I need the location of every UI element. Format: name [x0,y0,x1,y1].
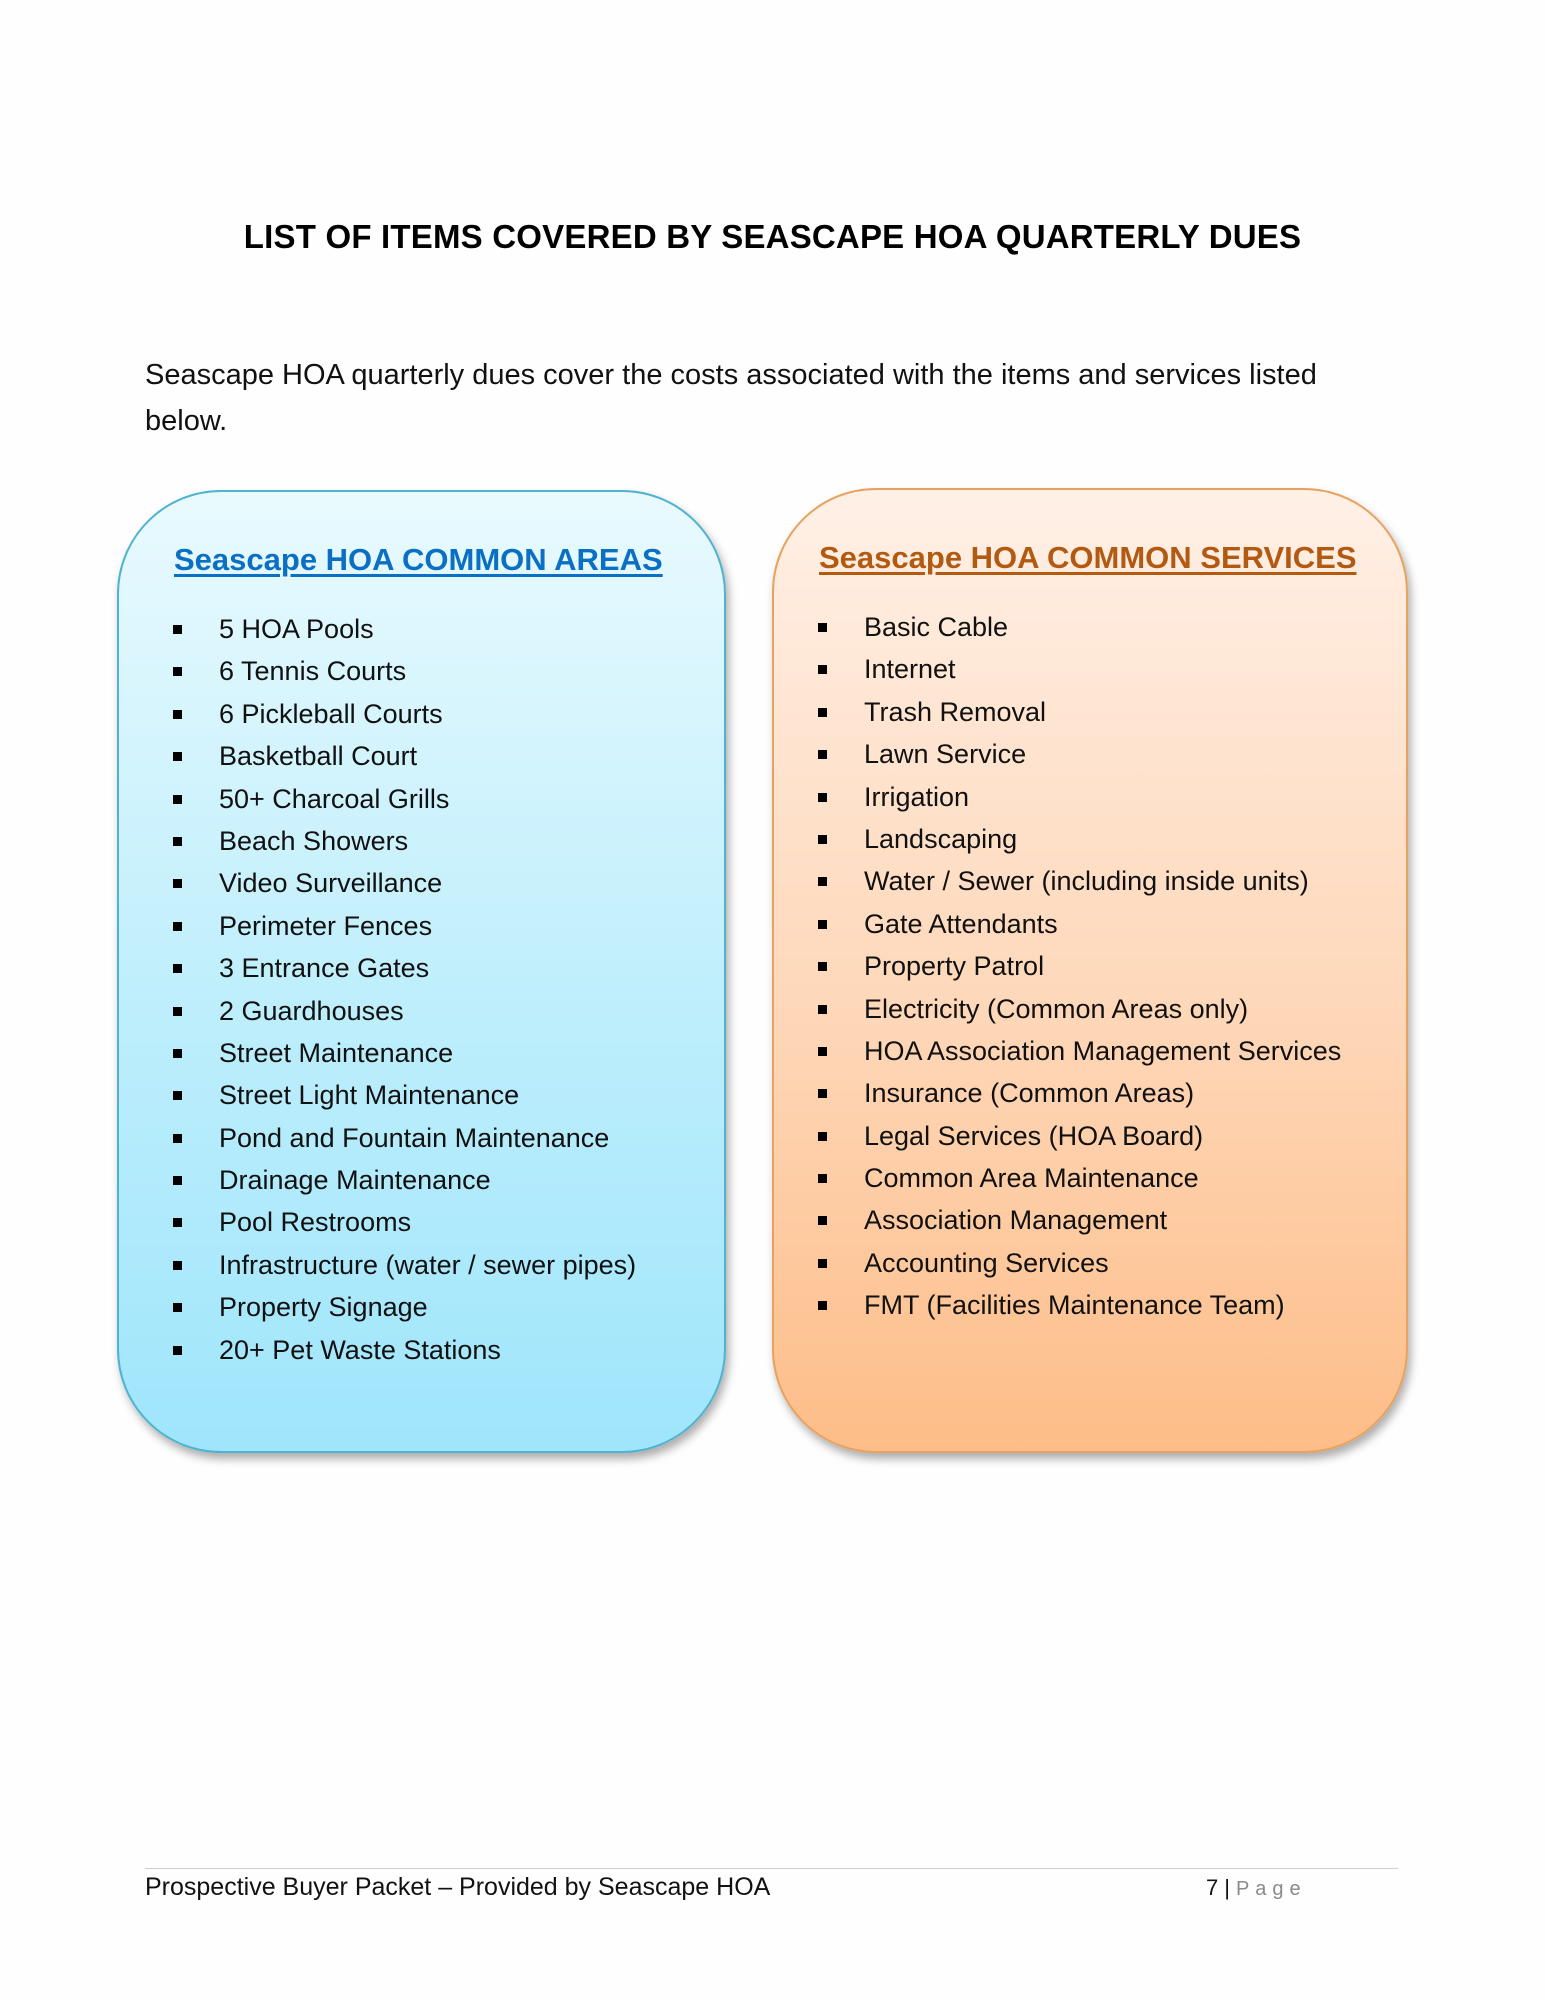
list-item-label: Trash Removal [864,696,1047,727]
common-services-card [772,488,1408,1453]
list-item [818,1242,1341,1284]
square-bullet-icon [173,879,182,888]
list-item-label: Water / Sewer (including inside units) [864,866,1309,897]
list-item [173,1032,636,1074]
square-bullet-icon [818,1047,827,1056]
list-item [818,1157,1341,1199]
list-item [818,818,1341,860]
square-bullet-icon [173,1218,182,1227]
list-item-label: Infrastructure (water / sewer pipes) [219,1249,637,1280]
square-bullet-icon [173,1176,182,1185]
square-bullet-icon [173,752,182,761]
list-item [173,778,636,820]
square-bullet-icon [818,835,827,844]
common-services-list [818,606,1341,1327]
list-item-label: Street Light Maintenance [219,1080,520,1111]
list-item-label: Common Area Maintenance [864,1163,1199,1194]
page-title: LIST OF ITEMS COVERED BY SEASCAPE HOA QUARTERLY DUES [243,218,1302,255]
square-bullet-icon [818,1301,827,1310]
list-item [818,903,1341,945]
list-item [173,1117,636,1159]
square-bullet-icon [818,1005,827,1014]
list-item-label: Street Maintenance [219,1037,454,1068]
list-item [173,947,636,989]
list-item-label: 20+ Pet Waste Stations [219,1334,501,1365]
list-item [818,1199,1341,1241]
list-item [173,1244,636,1286]
common-areas-heading: Seascape HOA COMMON AREAS [174,542,663,577]
square-bullet-icon [173,837,182,846]
list-item-label: Internet [864,654,956,685]
square-bullet-icon [173,1261,182,1270]
square-bullet-icon [818,623,827,632]
list-item [173,1286,636,1328]
page-label: Page [1235,1878,1307,1900]
list-item-label: Pond and Fountain Maintenance [219,1122,610,1153]
square-bullet-icon [173,1346,182,1355]
list-item [173,608,636,650]
list-item [818,1030,1341,1072]
list-item-label: Electricity (Common Areas only) [864,993,1249,1024]
list-item-label: 6 Pickleball Courts [219,698,443,729]
list-item [173,693,636,735]
list-item [173,820,636,862]
square-bullet-icon [173,1007,182,1016]
list-item-label: Property Signage [219,1292,428,1323]
list-item [818,691,1341,733]
list-item [818,776,1341,818]
list-item-label: 50+ Charcoal Grills [219,783,450,814]
list-item-label: 2 Guardhouses [219,995,404,1026]
list-item-label: Basketball Court [219,741,418,772]
square-bullet-icon [173,710,182,719]
list-item [173,990,636,1032]
list-item [818,860,1341,902]
list-item [818,1284,1341,1326]
common-areas-list [173,608,636,1371]
list-item-label: Accounting Services [864,1247,1109,1278]
list-item-label: Gate Attendants [864,908,1058,939]
square-bullet-icon [818,1259,827,1268]
square-bullet-icon [818,1216,827,1225]
square-bullet-icon [818,920,827,929]
list-item [818,1115,1341,1157]
list-item-label: 5 HOA Pools [219,614,374,644]
footer-divider [145,1868,1398,1869]
page-number-separator: | [1224,1875,1230,1900]
list-item-label: Perimeter Fences [219,910,433,941]
list-item-label: 3 Entrance Gates [219,953,430,984]
square-bullet-icon [818,962,827,971]
list-item [173,1329,636,1371]
square-bullet-icon [818,877,827,886]
square-bullet-icon [818,1089,827,1098]
list-item-label: Lawn Service [864,739,1027,770]
list-item [173,650,636,692]
list-item-label: HOA Association Management Services [864,1035,1342,1066]
common-areas-card [117,490,726,1453]
list-item [173,1074,636,1116]
list-item [173,862,636,904]
list-item [818,606,1341,648]
square-bullet-icon [173,1091,182,1100]
list-item-label: Beach Showers [219,825,409,856]
list-item-label: Drainage Maintenance [219,1165,491,1196]
list-item [173,1201,636,1243]
list-item-label: Video Surveillance [219,868,443,899]
square-bullet-icon [173,1303,182,1312]
list-item [818,733,1341,775]
square-bullet-icon [173,795,182,804]
square-bullet-icon [173,625,182,634]
list-item [818,1072,1341,1114]
square-bullet-icon [173,667,182,676]
square-bullet-icon [173,1049,182,1058]
list-item [818,988,1341,1030]
list-item [173,735,636,777]
list-item-label: Irrigation [864,781,970,812]
list-item [173,905,636,947]
list-item-label: FMT (Facilities Maintenance Team) [864,1290,1285,1321]
intro-paragraph: Seascape HOA quarterly dues cover the costs associated with the items and services listed below. [145,359,1317,437]
list-item-label: Property Patrol [864,951,1045,982]
list-item [818,648,1341,690]
square-bullet-icon [818,665,827,674]
list-item-label: 6 Tennis Courts [219,656,407,687]
list-item-label: Pool Restrooms [219,1207,412,1238]
page-number [1206,1875,1307,1901]
list-item-label: Legal Services (HOA Board) [864,1120,1204,1151]
list-item-label: Landscaping [864,823,1018,854]
square-bullet-icon [818,1174,827,1183]
list-item [173,1159,636,1201]
list-item [818,945,1341,987]
square-bullet-icon [818,708,827,717]
list-item-label: Basic Cable [864,612,1009,642]
square-bullet-icon [818,750,827,759]
list-item-label: Insurance (Common Areas) [864,1078,1195,1109]
footer-text: Prospective Buyer Packet – Provided by Seascape HOA [145,1873,771,1901]
square-bullet-icon [818,793,827,802]
list-item-label: Association Management [864,1205,1168,1236]
common-services-heading: Seascape HOA COMMON SERVICES [819,540,1357,575]
page-number-value: 7 [1206,1875,1219,1900]
square-bullet-icon [173,922,182,931]
square-bullet-icon [818,1132,827,1141]
square-bullet-icon [173,1134,182,1143]
square-bullet-icon [173,964,182,973]
